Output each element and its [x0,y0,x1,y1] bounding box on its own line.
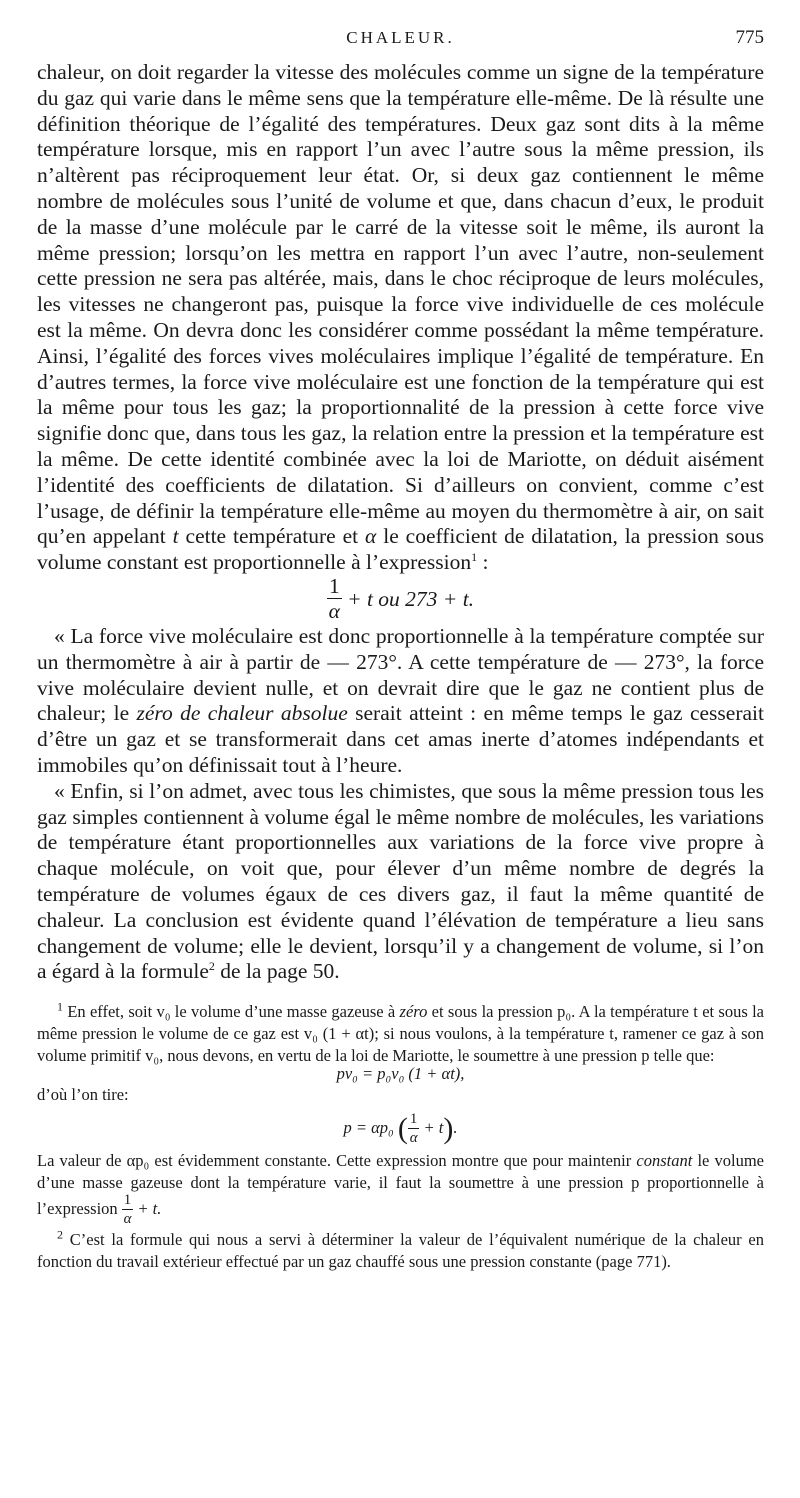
footnote-1-e: + t. [133,1199,162,1219]
paragraph-1-colon: : [477,550,489,575]
paragraph-2 [37,624,764,779]
footnote-1-donc: d’où l’on tire: [37,1085,129,1105]
footnote-1-d: le volume d’une masse gazeuse dont la température varie, il faut la soumettre à une pression p proportionnelle à l’expression [37,1150,765,1219]
running-title: CHALEUR. [346,28,455,47]
equation-2-right: + t [423,1117,444,1137]
footnote-1 [37,1001,764,1066]
paragraph-2-b: serait atteint : en même temps le gaz cesserait d’être un gaz et se transformerait dans cet amas inerte d’atomes indépendants et immobiles qu’on définissait tout à l’heure. [37,701,764,777]
footnote-2-text: C’est la formule qui nous a servi à déterminer la valeur de l’équivalent numérique de la chaleur en fonction du travail extérieur effectué par un gaz chauffé sous une pression constante (page 771). [37,1230,764,1272]
footnote-1-mark: 1 [57,999,63,1014]
footnote-2 [37,1229,764,1272]
right-paren: ) [443,1112,454,1146]
formula-numerator: 1 [328,573,340,598]
footnote-1-a: En effet, soit v₀ le volume d’une masse gazeuse à [63,1002,400,1022]
paragraph-3 [37,779,764,985]
footnote-1-emphasis-2: constant [636,1150,693,1170]
footnote-fraction-den: α [123,1211,132,1228]
equation-2-numerator: 1 [409,1111,418,1128]
footnote-ref-2: 2 [208,959,215,974]
main-formula [37,573,764,624]
paragraph-2-emphasis: zéro de chaleur absolue [136,701,348,726]
footnotes [37,1001,764,1273]
paragraph-2-a: « La force vive moléculaire est donc proportionnelle à la température comptée sur un thermomètre à air à partir de — 273°. A cette température de — 273°, la force vive moléculaire devient nulle, et on devrait dire que le gaz ne contient plus de chaleur; le [37,623,764,726]
footnote-fraction-num: 1 [123,1192,132,1209]
var-t: t [172,524,179,549]
main-text [37,60,764,985]
footnote-1-continued [37,1150,764,1227]
footnote-equation-2: p = αp₀ ( $\frac{1}{\alpha}$ + t). [343,1111,458,1147]
left-paren: ( [397,1112,408,1146]
footnote-1-emphasis: zéro [399,1002,428,1022]
paragraph-1-mid: cette température et [178,524,366,549]
var-alpha: α [365,524,377,549]
paragraph-3-b: de la page 50. [214,959,340,984]
formula-denominator: α [328,599,340,624]
footnote-2-mark: 2 [57,1227,63,1242]
running-head [37,22,764,60]
formula-rest: + t ou 273 + t. [341,586,475,611]
paragraph-3-a: « Enfin, si l’on admet, avec tous les chimistes, que sous la même pression tous les gaz simples contiennent à volume égal le même nombre de molécules, les variations de température étant proportionnelles aux variations de la force vive propre à chaque molécule, on voit que, pour élever d’un même nombre de degrés la température de volumes égaux de ces divers gaz, il faut la même quantité de chaleur. La conclusion est évidente quand l’élévation de température a lieu sans changement de volume; elle le devient, lorsqu’il y a changement de volume, si l’on a égard à la formule [37,778,764,984]
footnote-1-b: et sous la pression p₀. A la température t et sous la même pression le volume de ce gaz est v₀ (1 + αt); si nous voulons, à la température t, ramener ce gaz à son volume primitif v₀, nous devons, en vertu de la loi de Mariotte, le soumettre à une pression p telle que: [37,1002,764,1065]
equation-2-denominator: α [409,1130,418,1147]
paragraph-1 [37,60,764,576]
paragraph-1-text: chaleur, on doit regarder la vitesse des molécules comme un signe de la température du gaz qui varie dans le même sens que la température elle-même. De là résulte une définition théorique de l’égalité des températures. Deux gaz sont dits à la même température lorsque, mis en rapport l’un avec l’autre sous la même pression, ils n’altèrent pas réciproquement leur état. Or, si deux gaz contiennent le même nombre de molécules sous l’unité de volume et que, dans chacun d’eux, le produit de la masse d’une molécule par le carré de la vitesse soit le même, ils auront la même pression; lorsqu’on les mettra en rapport l’un avec l’autre, non-seulement cette pression ne sera pas altérée, mais, dans le choc réciproque de leurs molécules, les vitesses ne changeront pas, puisque la force vive individuelle de ces molécule est la même. On devra donc les considérer comme possédant la même température. Ainsi, l’égalité des forces vives moléculaires implique l’égalité de température. En d’autres termes, la force vive moléculaire est une fonction de la température qui est la même pour tous les gaz; la proportionnalité de la pression à cette force vive signifie donc que, dans tous les gaz, la relation entre la pression et la température est la même. De cette identité combinée avec la loi de Mariotte, on déduit aisément l’identité des coefficients de dilatation. Si d’ailleurs on convient, comme c’est l’usage, de définir la température elle-même au moyen du thermomètre à air, on sait qu’en appelant [37,60,764,549]
equation-2-left: p = αp₀ [343,1117,394,1137]
formula-fraction [327,573,342,624]
footnote-equation-1: pv₀ = p₀v₀ (1 + αt), [336,1064,465,1084]
footnote-1-c: La valeur de αp₀ est évidemment constante. Cette expression montre que pour maintenir [37,1150,637,1170]
equation-2-fraction [408,1112,420,1146]
paragraph-1-end: le coefficient de dilatation, la pression sous volume constant est proportionnelle à l’expression [37,524,765,575]
page-number: 775 [735,27,764,48]
footnote-ref-1: 1 [471,549,478,564]
footnote-fraction [122,1193,134,1227]
